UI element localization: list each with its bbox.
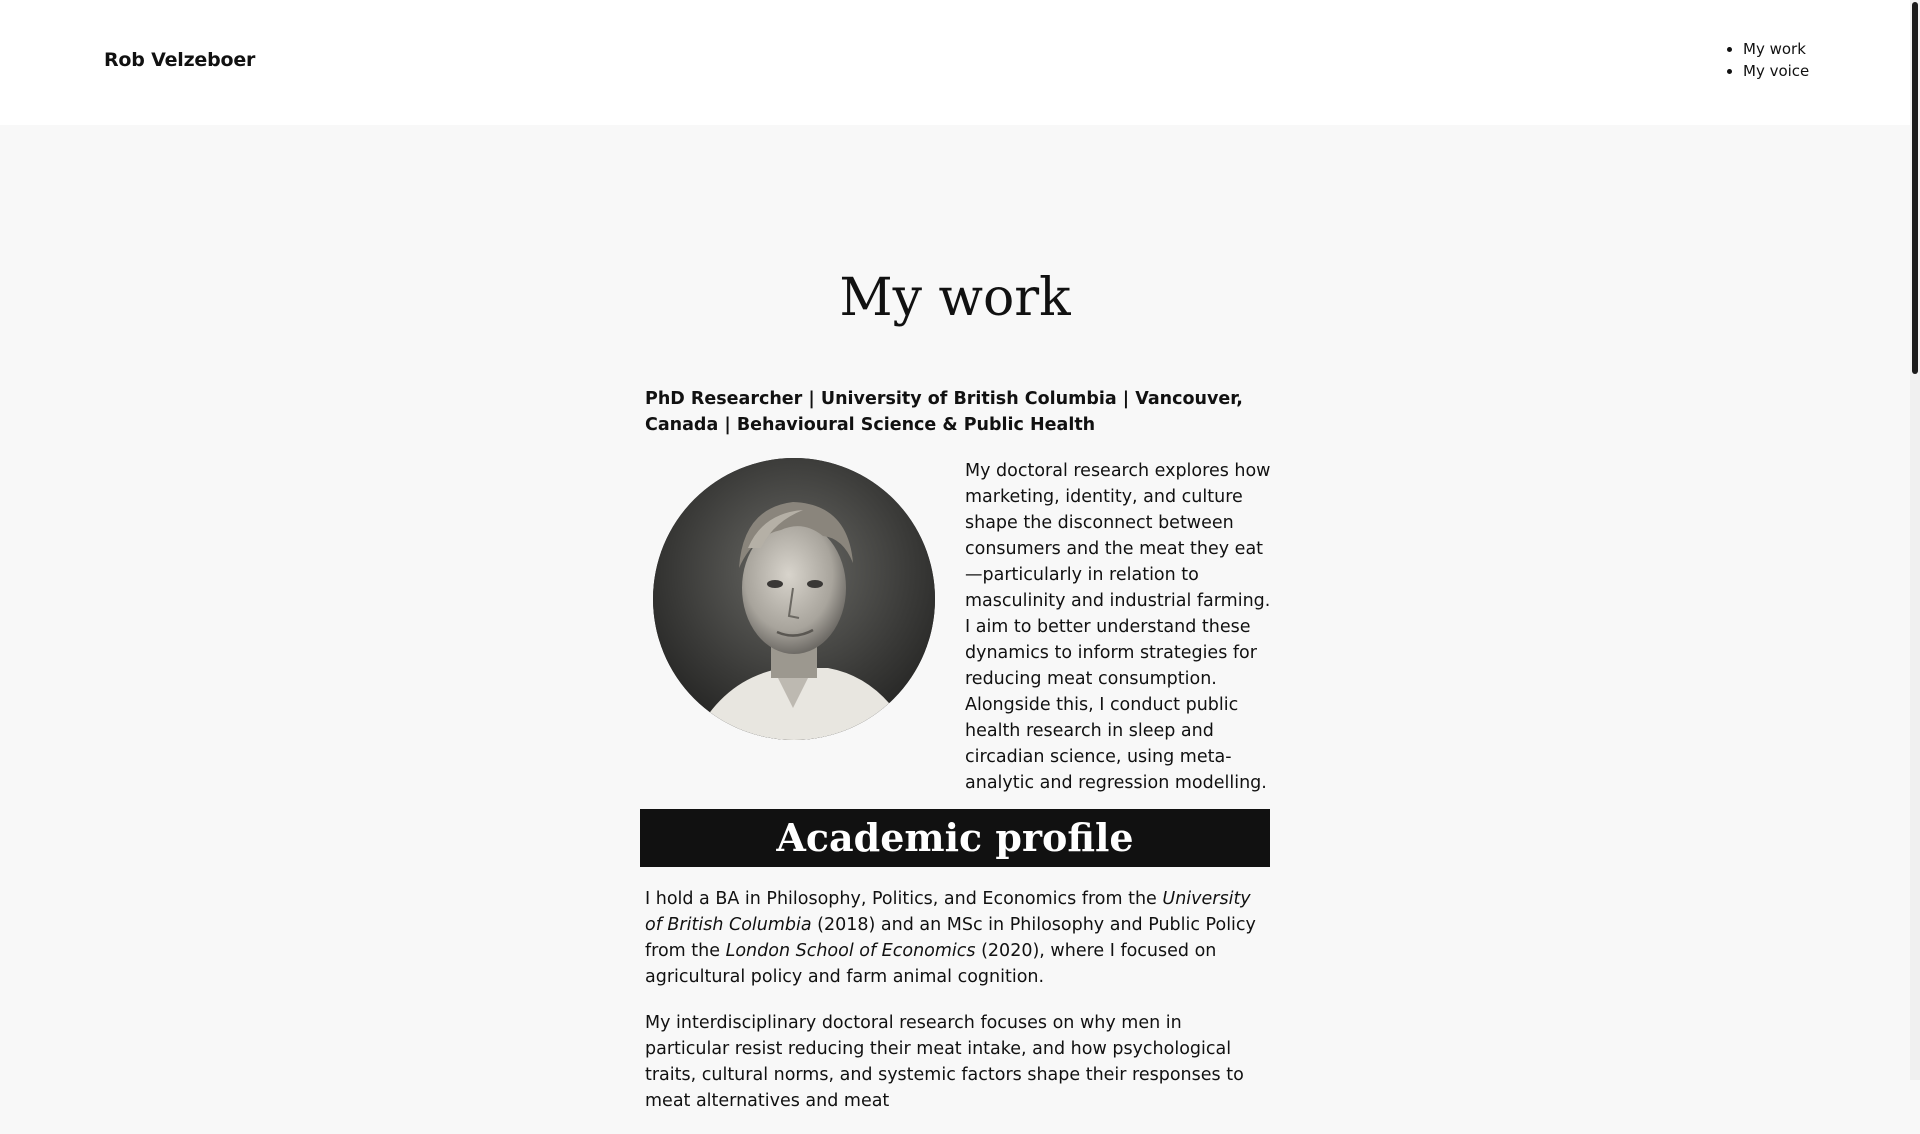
site-header bbox=[0, 0, 1910, 125]
main-content bbox=[645, 386, 1271, 793]
scrollbar-thumb[interactable] bbox=[1912, 2, 1918, 374]
nav-item-my-voice bbox=[1743, 60, 1809, 82]
nav-link-my-work[interactable]: My work bbox=[1743, 40, 1806, 58]
profile-paragraph-2: My interdisciplinary doctoral research focuses on why men in particular resist reducing their meat intake, and how psychological traits, cultural norms, and systemic factors shape their responses to meat alternatives and meat bbox=[645, 1013, 1244, 1111]
nav-item-my-work bbox=[1743, 38, 1809, 60]
researcher-tagline: PhD Researcher | University of British Columbia | Vancouver, Canada | Behavioural Science & Public Health bbox=[645, 389, 1243, 435]
academic-profile-section bbox=[645, 886, 1271, 1134]
profile-p1-ubc: University of British Columbia bbox=[645, 889, 1251, 935]
site-title-link[interactable]: Rob Velzeboer bbox=[104, 49, 256, 71]
portrait-illustration bbox=[653, 458, 935, 740]
profile-p1-part-c: (2018) and an MSc in Philosophy and Public Policy from the bbox=[645, 915, 1256, 961]
main-nav bbox=[1727, 38, 1809, 82]
portrait-photo bbox=[653, 458, 935, 740]
page-scrollbar[interactable] bbox=[1910, 0, 1920, 1080]
profile-p1-lse: London School of Economics bbox=[725, 941, 976, 961]
intro-paragraph: My doctoral research explores how marketing, identity, and culture shape the disconnect between consumers and the meat they eat—particularly in relation to masculinity and industrial farming. I aim to better understand these dynamics to inform strategies for reducing meat consumption. Alongside this, I conduct public health research in sleep and circadian science, using meta-analytic and regression modelling. bbox=[965, 461, 1271, 793]
academic-profile-heading: Academic profile bbox=[640, 809, 1270, 867]
page-title: My work bbox=[839, 268, 1071, 328]
intro-section bbox=[645, 458, 1271, 793]
nav-link-my-voice[interactable]: My voice bbox=[1743, 62, 1810, 80]
profile-p1-part-e: (2020), where I focused on agricultural policy and farm animal cognition. bbox=[645, 941, 1217, 987]
profile-paragraph-1 bbox=[645, 886, 1271, 990]
profile-p1-part-a: I hold a BA in Philosophy, Politics, and Economics from the bbox=[645, 889, 1163, 909]
